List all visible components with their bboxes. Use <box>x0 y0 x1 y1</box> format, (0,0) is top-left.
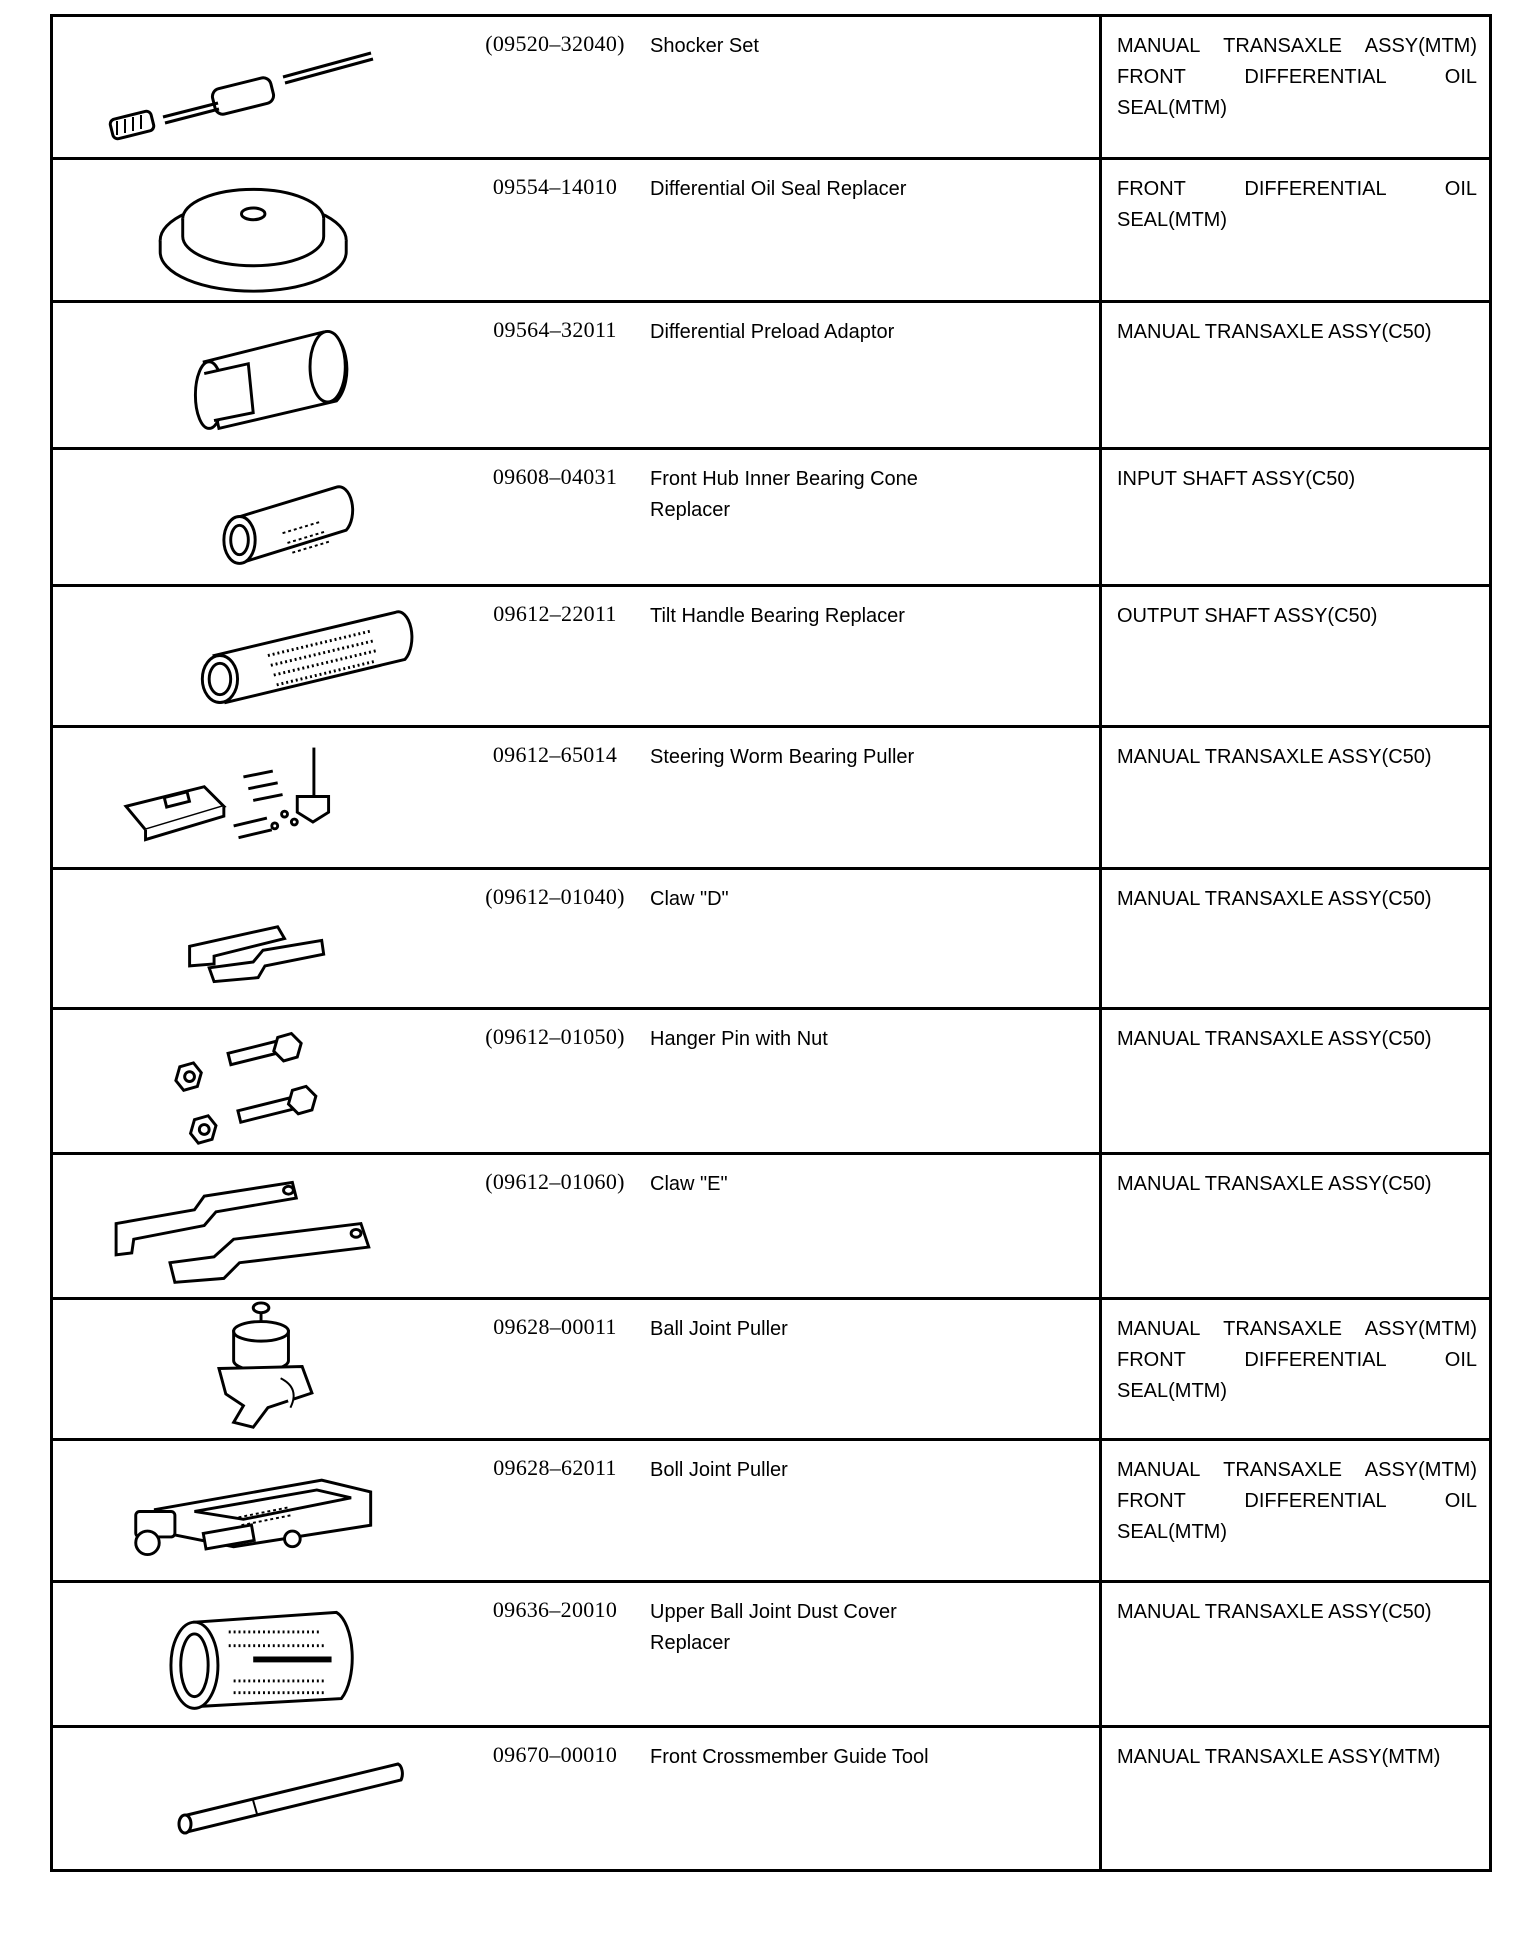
table-row <box>53 1583 1489 1728</box>
table-row <box>53 1441 1489 1583</box>
table-row <box>53 728 1489 870</box>
tool-name: Steering Worm Bearing Puller <box>650 746 915 768</box>
usage-text: MANUAL TRANSAXLE ASSY(MTM) FRONT DIFFERENTIAL OIL SEAL(MTM) <box>1117 1318 1477 1402</box>
tool-name: Tilt Handle Bearing Replacer <box>650 605 905 627</box>
ball-joint-puller-icon <box>53 1300 473 1438</box>
tool-name: Ball Joint Puller <box>650 1318 788 1340</box>
usage-text: MANUAL TRANSAXLE ASSY(C50) <box>1117 1028 1432 1050</box>
usage-text: MANUAL TRANSAXLE ASSY(C50) <box>1117 888 1432 910</box>
part-number: 09628–62011 <box>493 1455 617 1480</box>
part-number: 09564–32011 <box>493 317 617 342</box>
table-row <box>53 587 1489 728</box>
part-number: 09608–04031 <box>492 464 618 489</box>
part-number: 09612–22011 <box>493 601 617 626</box>
usage-text: MANUAL TRANSAXLE ASSY(C50) <box>1117 1601 1432 1623</box>
part-number: 09554–14010 <box>492 174 618 199</box>
dust-cover-replacer-icon <box>53 1583 473 1725</box>
part-number: (09612–01040) <box>485 884 625 909</box>
table-row <box>53 870 1489 1010</box>
part-number: (09612–01060) <box>485 1169 625 1194</box>
table-row <box>53 1010 1489 1155</box>
tool-name: Hanger Pin with Nut <box>650 1028 828 1050</box>
oil-seal-replacer-icon <box>53 160 473 300</box>
part-number: (09520–32040) <box>485 31 625 56</box>
usage-text: MANUAL TRANSAXLE ASSY(C50) <box>1117 321 1432 343</box>
part-number: (09612–01050) <box>485 1024 625 1049</box>
part-number: 09670–00010 <box>492 1742 618 1767</box>
boll-joint-puller-icon <box>53 1441 473 1580</box>
part-number: 09636–20010 <box>492 1597 618 1622</box>
tool-name: Front Crossmember Guide Tool <box>650 1746 929 1768</box>
special-tools-table <box>50 14 1492 1872</box>
table-row <box>53 303 1489 450</box>
preload-adaptor-icon <box>53 303 473 447</box>
tool-name: Differential Preload Adaptor <box>650 321 895 343</box>
tool-name: Upper Ball Joint Dust Cover Replacer <box>650 1601 897 1654</box>
claw-d-icon <box>53 870 473 1007</box>
usage-text: OUTPUT SHAFT ASSY(C50) <box>1117 605 1378 627</box>
tool-name: Front Hub Inner Bearing Cone Replacer <box>650 468 918 521</box>
tool-name: Claw "E" <box>650 1173 728 1195</box>
shocker-set-icon <box>53 17 473 157</box>
tool-name: Claw "D" <box>650 888 729 910</box>
usage-text: MANUAL TRANSAXLE ASSY(MTM) <box>1117 1746 1441 1768</box>
hanger-pin-icon <box>53 1010 473 1152</box>
table-row <box>53 450 1489 587</box>
table-row <box>53 160 1489 303</box>
claw-e-icon <box>53 1155 473 1297</box>
tool-name: Differential Oil Seal Replacer <box>650 178 907 200</box>
usage-text: MANUAL TRANSAXLE ASSY(MTM) FRONT DIFFERENTIAL OIL SEAL(MTM) <box>1117 35 1477 119</box>
usage-text: MANUAL TRANSAXLE ASSY(C50) <box>1117 746 1432 768</box>
usage-text: FRONT DIFFERENTIAL OIL SEAL(MTM) <box>1117 178 1477 231</box>
tilt-handle-replacer-icon <box>53 587 473 725</box>
bearing-cone-replacer-icon <box>53 450 473 584</box>
tool-name: Shocker Set <box>650 35 759 57</box>
usage-text: MANUAL TRANSAXLE ASSY(C50) <box>1117 1173 1432 1195</box>
table-row <box>53 1728 1489 1869</box>
guide-tool-icon <box>53 1728 473 1869</box>
usage-text: MANUAL TRANSAXLE ASSY(MTM) FRONT DIFFERENTIAL OIL SEAL(MTM) <box>1117 1459 1477 1543</box>
usage-text: INPUT SHAFT ASSY(C50) <box>1117 468 1356 490</box>
bearing-puller-set-icon <box>53 728 473 867</box>
table-row <box>53 1155 1489 1300</box>
table-row <box>53 1300 1489 1441</box>
part-number: 09612–65014 <box>492 742 618 767</box>
table-row <box>53 17 1489 160</box>
tool-name: Boll Joint Puller <box>650 1459 788 1481</box>
part-number: 09628–00011 <box>493 1314 617 1339</box>
